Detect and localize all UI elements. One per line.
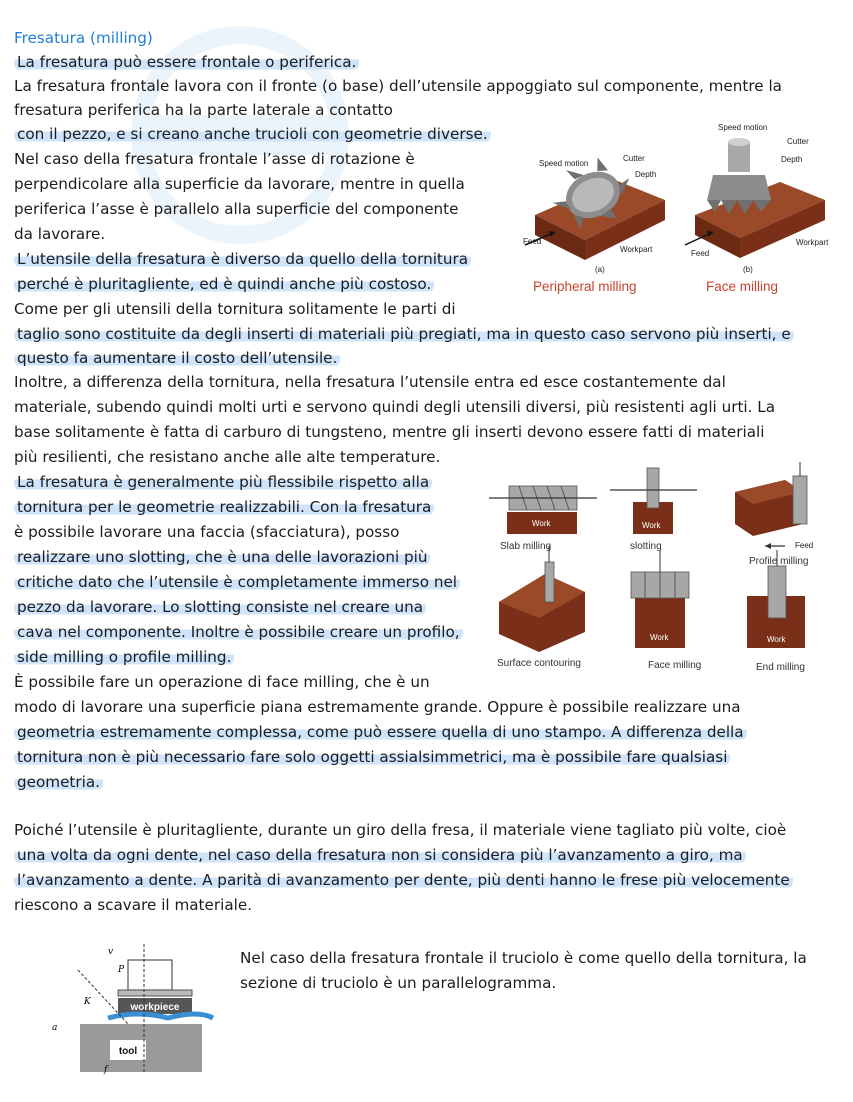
fz-label: f: [104, 1065, 108, 1075]
text-line: La fresatura può essere frontale o periferica.: [14, 53, 359, 71]
text-line: più resilienti, che resistano anche alle alte temperature.: [14, 448, 441, 466]
text-line: realizzare uno slotting, che è una delle lavorazioni più: [14, 548, 430, 566]
text-line: l’avanzamento a dente. A parità di avanzamento per dente, più denti hanno le frese più velocemente: [14, 871, 793, 889]
caption-profile: Profile milling: [749, 556, 809, 567]
text-line: Come per gli utensili della tornitura solitamente le parti di: [14, 300, 456, 318]
depth-label: Depth: [635, 170, 657, 179]
text-line: modo di lavorare una superficie piana estremamente grande. Oppure è possibile realizzare una: [14, 698, 741, 716]
workpart-label-b: Workpart: [796, 238, 829, 247]
caption-face: Face milling: [706, 279, 779, 294]
text-line: una volta da ogni dente, nel caso della fresatura non si considera più l’avanzamento a giro, ma: [14, 846, 746, 864]
text-line: side milling o profile milling.: [14, 648, 234, 666]
ap-label: a: [52, 1023, 58, 1033]
text-line: periferica l’asse è parallelo alla superficie del componente: [14, 200, 459, 218]
text-line: L’utensile della fresatura è diverso da quello della tornitura: [14, 250, 471, 268]
caption-peripheral: Peripheral milling: [533, 279, 637, 294]
vf-label: v: [108, 947, 114, 957]
caption-surface: Surface contouring: [497, 658, 581, 669]
surface-contouring-diagram: [499, 546, 585, 652]
tool-label: tool: [118, 1046, 138, 1057]
slab-milling-diagram: [489, 486, 597, 534]
text-line: con il pezzo, e si creano anche trucioli con geometrie diverse.: [14, 125, 491, 143]
pr-label: P: [118, 965, 125, 975]
text-line: Nel caso della fresatura frontale l’asse di rotazione è: [14, 150, 415, 168]
text-line: tornitura per le geometrie realizzabili. Con la fresatura: [14, 498, 434, 516]
caption-slotting: slotting: [630, 541, 662, 552]
text-line: Poiché l’utensile è pluritagliente, durante un giro della fresa, il materiale viene tagliato più volte, cioè: [14, 821, 787, 839]
sub-a-label: (a): [595, 265, 605, 274]
text-line: Nel caso della fresatura frontale il truciolo è come quello della tornitura, la: [240, 949, 807, 967]
text-line: da lavorare.: [14, 225, 106, 243]
caption-slab: Slab milling: [500, 541, 552, 552]
work-label-slab: Work: [532, 519, 551, 528]
text-line: pezzo da lavorare. Lo slotting consiste nel creare una: [14, 598, 426, 616]
work-label-face: Work: [650, 633, 669, 642]
workpiece-label: workpiece: [130, 1002, 180, 1013]
speed-motion-label-b: Speed motion: [718, 123, 768, 132]
text-line: È possibile fare un operazione di face milling, che è un: [14, 673, 430, 691]
slotting-diagram: [610, 468, 697, 534]
text-line: riescono a scavare il materiale.: [14, 896, 253, 914]
text-line: cava nel componente. Inoltre è possibile creare un profilo,: [14, 623, 463, 641]
text-line: materiale, subendo quindi molti urti e servono quindi degli utensili diversi, più resistenti agli urti. La: [14, 398, 776, 416]
text-line: Inoltre, a differenza della tornitura, nella fresatura l’utensile entra ed esce costantemente dal: [14, 373, 726, 391]
text-line: geometria.: [14, 773, 103, 791]
feed-label-profile: Feed: [795, 541, 814, 550]
text-line: fresatura periferica ha la parte laterale a contatto: [14, 101, 393, 119]
kr-label: K: [84, 997, 91, 1007]
caption-end: End milling: [756, 662, 805, 673]
text-line: taglio sono costituite da degli inserti di materiali più pregiati, ma in questo caso servono più inserti, e: [14, 325, 794, 343]
feed-label: Feed: [523, 237, 542, 246]
work-label-slot: Work: [642, 521, 661, 530]
speed-motion-label: Speed motion: [539, 159, 589, 168]
text-line: La fresatura frontale lavora con il fronte (o base) dell’utensile appoggiato sul componente, mentre la: [14, 77, 782, 95]
cutter-label: Cutter: [623, 154, 645, 163]
face-milling-small-diagram: [631, 550, 689, 648]
milling-types-figure: [515, 120, 835, 280]
text-line: base solitamente è fatta di carburo di tungsteno, mentre gli inserti devono essere fatti di materiali: [14, 423, 765, 441]
cutter-label-b: Cutter: [787, 137, 809, 146]
page-title: Fresatura (milling): [14, 29, 153, 47]
text-line: è possibile lavorare una faccia (sfacciatura), posso: [14, 523, 400, 541]
depth-label-b: Depth: [781, 155, 803, 164]
profile-milling-diagram: [735, 462, 813, 550]
workpart-label: Workpart: [620, 245, 653, 254]
text-line: questo fa aumentare il costo dell’utensile.: [14, 349, 340, 367]
text-line: perpendicolare alla superficie da lavorare, mentre in quella: [14, 175, 465, 193]
work-label-end: Work: [767, 635, 786, 644]
feed-label-b: Feed: [691, 249, 710, 258]
text-line: sezione di truciolo è un parallelogramma.: [240, 974, 557, 992]
text-line: perché è pluritagliente, ed è quindi anche più costoso.: [14, 275, 434, 293]
sub-b-label: (b): [743, 265, 753, 274]
text-line: critiche dato che l’utensile è completamente immerso nel: [14, 573, 460, 591]
peripheral-milling-diagram: [523, 147, 665, 274]
caption-face-small: Face milling: [648, 660, 702, 671]
text-line: La fresatura è generalmente più flessibile rispetto alla: [14, 473, 432, 491]
text-line: geometria estremamente complessa, come può essere quella di uno stampo. A differenza della: [14, 723, 747, 741]
face-milling-diagram: [685, 123, 829, 274]
chip-section-figure: [48, 940, 228, 1080]
text-line: tornitura non è più necessario fare solo oggetti assialsimmetrici, ma è possibile fare qualsiasi: [14, 748, 730, 766]
